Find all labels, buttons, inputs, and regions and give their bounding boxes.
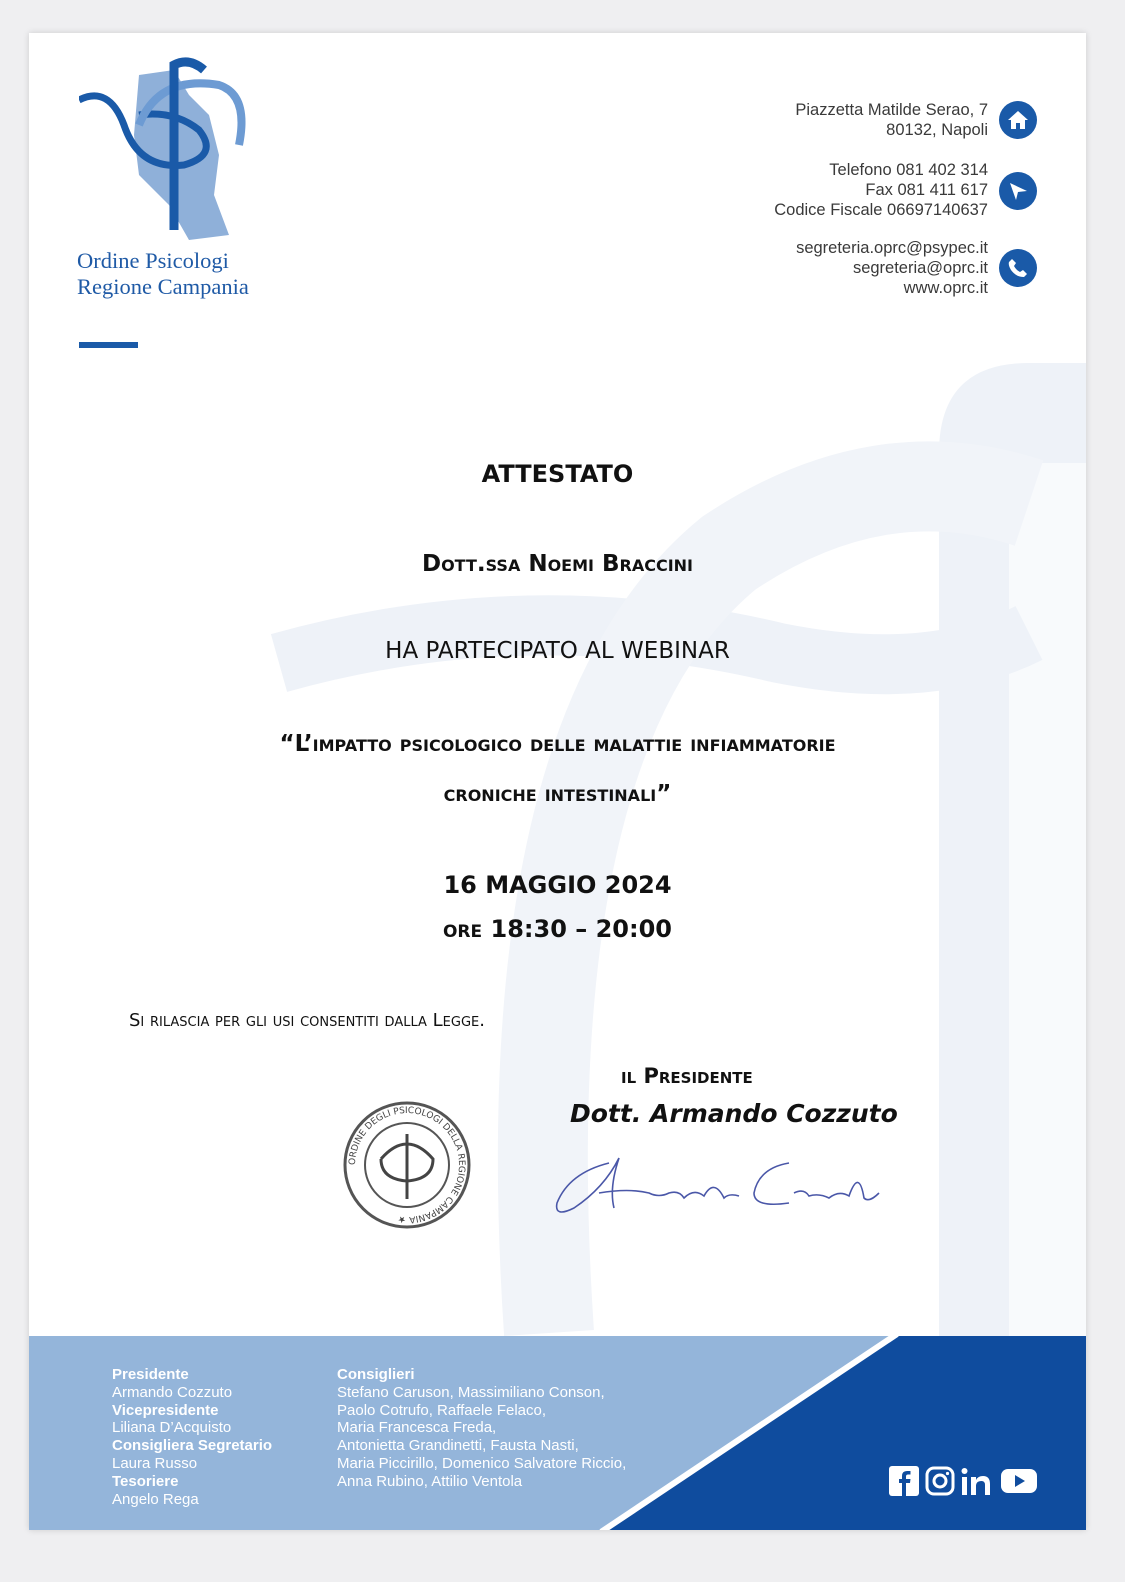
officer-role: Vicepresidente [112, 1401, 219, 1419]
release-note: Si rilascia per gli usi consentiti dalla Legge. [129, 1010, 485, 1031]
officer-name: Liliana D’Acquisto [112, 1419, 232, 1437]
phone-info [774, 160, 988, 220]
webinar-title-line1: “L’impatto psicologico delle malattie infiammatorie [279, 731, 836, 757]
pec-email[interactable]: segreteria.oprc@psypec.it [796, 239, 988, 257]
council-line: Paolo Cotrufo, Raffaele Felaco, [337, 1401, 547, 1419]
email[interactable]: segreteria@oprc.it [852, 259, 988, 277]
council-line: Maria Piccirillo, Domenico Salvatore Riccio, [337, 1454, 627, 1472]
fiscal-code: Codice Fiscale 06697140637 [774, 201, 988, 219]
logo-text [77, 248, 249, 300]
phone: Telefono 081 402 314 [829, 161, 988, 179]
officer-role: Tesoriere [112, 1472, 179, 1490]
address-line: 80132, Napoli [886, 121, 988, 139]
officers-list [112, 1366, 272, 1508]
officer-role: Presidente [112, 1366, 189, 1383]
council-list [337, 1366, 626, 1491]
participation-text: HA PARTECIPATO AL WEBINAR [385, 638, 730, 664]
linkedin-icon[interactable] [961, 1466, 995, 1496]
social-links [889, 1466, 1037, 1496]
webinar-date: 16 MAGGIO 2024 [443, 871, 672, 899]
council-line: Antonietta Grandinetti, Fausta Nasti, [337, 1437, 579, 1455]
council-title: Consiglieri [337, 1366, 415, 1383]
webinar-time-row [29, 915, 1086, 943]
divider [79, 342, 138, 348]
phone-icon [999, 249, 1037, 287]
facebook-icon[interactable] [889, 1466, 919, 1496]
council-line: Stefano Caruson, Massimiliano Conson, [337, 1383, 605, 1401]
address [795, 100, 988, 140]
certificate-page [29, 33, 1086, 1530]
officer-role: Consigliera Segretario [112, 1437, 273, 1455]
webinar-time: 18:30 – 20:00 [490, 915, 672, 943]
signature [549, 1148, 889, 1228]
instagram-icon[interactable] [925, 1466, 955, 1496]
fax: Fax 081 411 617 [865, 181, 988, 199]
footer [29, 1336, 1086, 1530]
officer-name: Laura Russo [112, 1454, 198, 1472]
officer-name: Angelo Rega [112, 1490, 199, 1508]
email-info [796, 238, 988, 298]
signer-role: il Presidente [621, 1064, 753, 1088]
signer-name: Dott. Armando Cozzuto [570, 1099, 898, 1128]
certificate-title: ATTESTATO [481, 460, 634, 488]
time-prefix: ore [442, 915, 483, 943]
website[interactable]: www.oprc.it [903, 279, 988, 297]
recipient-name: Dott.ssa Noemi Braccini [421, 551, 694, 577]
svg-text:ORDINE DEGLI PSICOLOGI DELLA R: ORDINE DEGLI PSICOLOGI DELLA REGIONE CAMPANIA ★ [347, 1105, 467, 1225]
official-seal [341, 1099, 473, 1231]
logo-line: Ordine Psicologi [77, 248, 229, 273]
home-icon [999, 101, 1037, 139]
youtube-icon[interactable] [1001, 1467, 1037, 1495]
send-icon [999, 172, 1037, 210]
logo-line: Regione Campania [77, 274, 249, 299]
officer-name: Armando Cozzuto [112, 1383, 233, 1401]
webinar-title-line2: croniche intestinali” [443, 781, 672, 807]
council-line: Maria Francesca Freda, [337, 1419, 497, 1437]
logo-symbol [79, 55, 259, 245]
address-line: Piazzetta Matilde Serao, 7 [795, 101, 988, 119]
council-line: Anna Rubino, Attilio Ventola [337, 1472, 523, 1490]
